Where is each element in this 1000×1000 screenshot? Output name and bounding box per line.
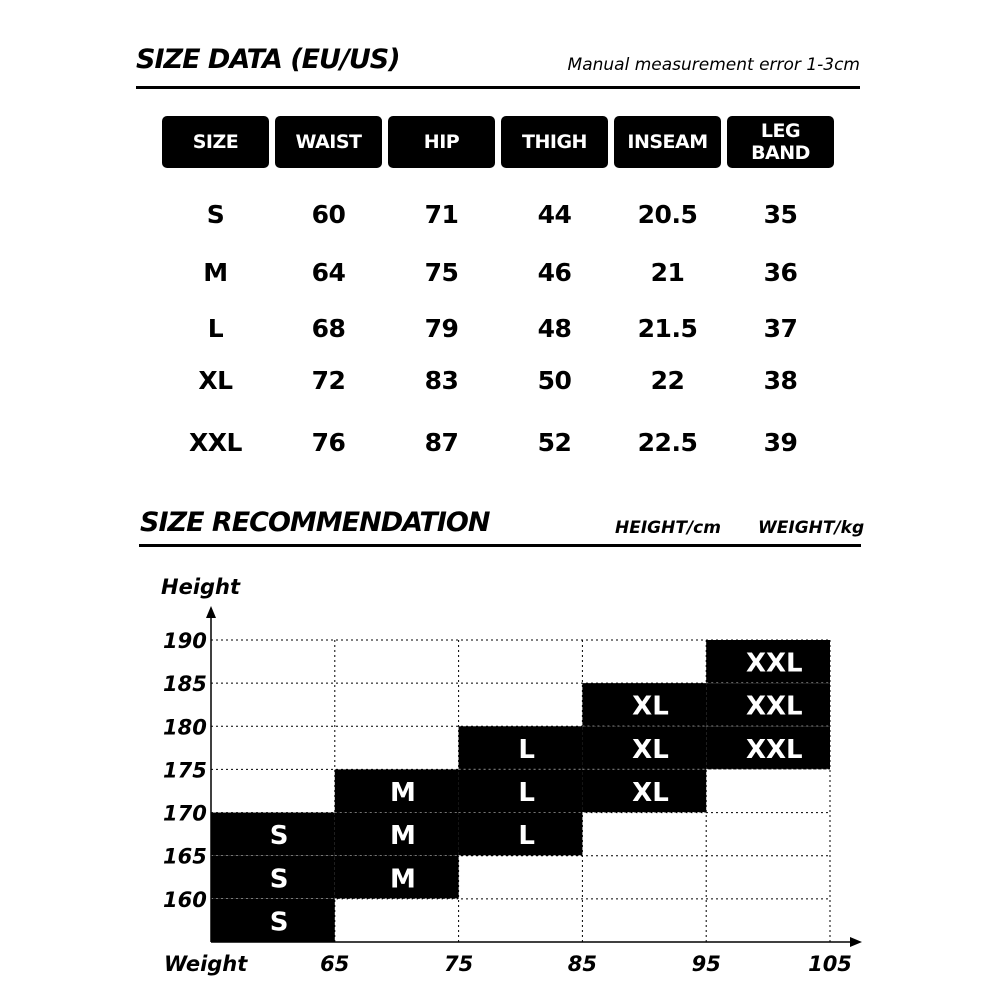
size-cell-label: L <box>518 778 535 808</box>
x-axis-arrow-icon <box>850 937 862 947</box>
table-cell: 38 <box>763 366 798 395</box>
measurement-note: Manual measurement error 1-3cm <box>567 55 860 75</box>
x-tick-label: 105 <box>808 952 852 976</box>
size-cell-label: S <box>269 864 289 895</box>
table-cell: XL <box>198 366 233 395</box>
table-cell: 75 <box>424 258 459 287</box>
size-data-title: SIZE DATA (EU/US) <box>136 44 400 75</box>
chart-cells <box>211 640 830 942</box>
header-thigh <box>501 116 608 168</box>
x-axis-title: Weight <box>164 952 248 976</box>
size-recommendation-chart <box>0 560 1000 1000</box>
header-label: INSEAM <box>627 131 708 153</box>
height-unit-label: HEIGHT/cm <box>615 518 721 538</box>
header-inseam <box>614 116 721 168</box>
y-tick-label: 170 <box>163 801 207 826</box>
header-hip <box>388 116 495 168</box>
y-tick-label: 185 <box>163 672 207 697</box>
size-cell-label: XL <box>632 734 669 765</box>
size-cell-label: XXL <box>745 734 803 765</box>
x-tick-label: 85 <box>567 952 598 976</box>
y-tick-label: 175 <box>163 758 207 783</box>
size-cell-label: XXL <box>745 648 803 679</box>
table-cell: 36 <box>763 258 798 287</box>
y-tick-label: 180 <box>163 715 207 740</box>
y-tick-label: 160 <box>163 887 207 912</box>
table-cell: 76 <box>311 428 346 457</box>
table-cell: 22 <box>650 366 685 395</box>
table-cell: 72 <box>311 366 346 395</box>
size-cell-label: M <box>389 778 416 808</box>
table-cell: 46 <box>537 258 572 287</box>
x-tick-label: 65 <box>320 952 350 976</box>
size-table <box>162 116 836 476</box>
header-leg-band <box>727 116 834 168</box>
y-axis-arrow-icon <box>206 606 216 618</box>
size-cell-label: XL <box>632 778 669 808</box>
table-cell: XXL <box>189 428 242 457</box>
table-cell: 37 <box>763 314 798 343</box>
size-recommendation-divider <box>139 544 861 547</box>
table-cell: 79 <box>424 314 459 343</box>
table-cell: 35 <box>763 200 798 229</box>
table-cell: 21 <box>650 258 685 287</box>
header-waist <box>275 116 382 168</box>
table-cell: 68 <box>311 314 346 343</box>
table-cell: L <box>207 314 224 343</box>
header-label: WAIST <box>295 131 362 153</box>
size-cell-label: S <box>269 907 289 938</box>
weight-unit-label: WEIGHT/kg <box>758 518 865 538</box>
table-cell: 50 <box>537 366 572 395</box>
header-size <box>162 116 269 168</box>
table-cell: 48 <box>537 314 572 343</box>
table-cell: 21.5 <box>637 314 698 343</box>
size-cell-label: M <box>389 864 416 895</box>
header-label: THIGH <box>522 131 587 153</box>
header-label: LEG BAND <box>751 120 810 164</box>
x-tick-label: 75 <box>443 952 474 976</box>
size-recommendation-title: SIZE RECOMMENDATION <box>140 507 490 538</box>
table-cell: 20.5 <box>637 200 698 229</box>
table-cell: 71 <box>424 200 459 229</box>
table-cell: 39 <box>763 428 798 457</box>
size-cell-label: L <box>518 734 535 765</box>
size-cell-label: L <box>518 821 535 852</box>
header-label: SIZE <box>192 131 239 153</box>
size-cell-label: M <box>389 821 416 852</box>
table-cell: 64 <box>311 258 346 287</box>
size-cell-label: XL <box>632 691 669 722</box>
header-label: HIP <box>423 131 460 153</box>
table-cell: 22.5 <box>637 428 698 457</box>
table-cell: 44 <box>537 200 572 229</box>
table-cell: 52 <box>537 428 572 457</box>
size-cell-label: XXL <box>745 691 803 722</box>
table-cell: M <box>203 258 228 287</box>
table-cell: 83 <box>424 366 459 395</box>
table-cell: 87 <box>424 428 459 457</box>
y-tick-label: 190 <box>163 629 207 653</box>
y-axis-title: Height <box>161 575 241 599</box>
table-cell: S <box>206 200 225 229</box>
x-tick-label: 95 <box>691 952 721 976</box>
size-cell-label: S <box>269 821 289 852</box>
y-tick-label: 165 <box>163 844 207 869</box>
size-data-divider <box>136 86 860 89</box>
table-cell: 60 <box>311 200 346 229</box>
